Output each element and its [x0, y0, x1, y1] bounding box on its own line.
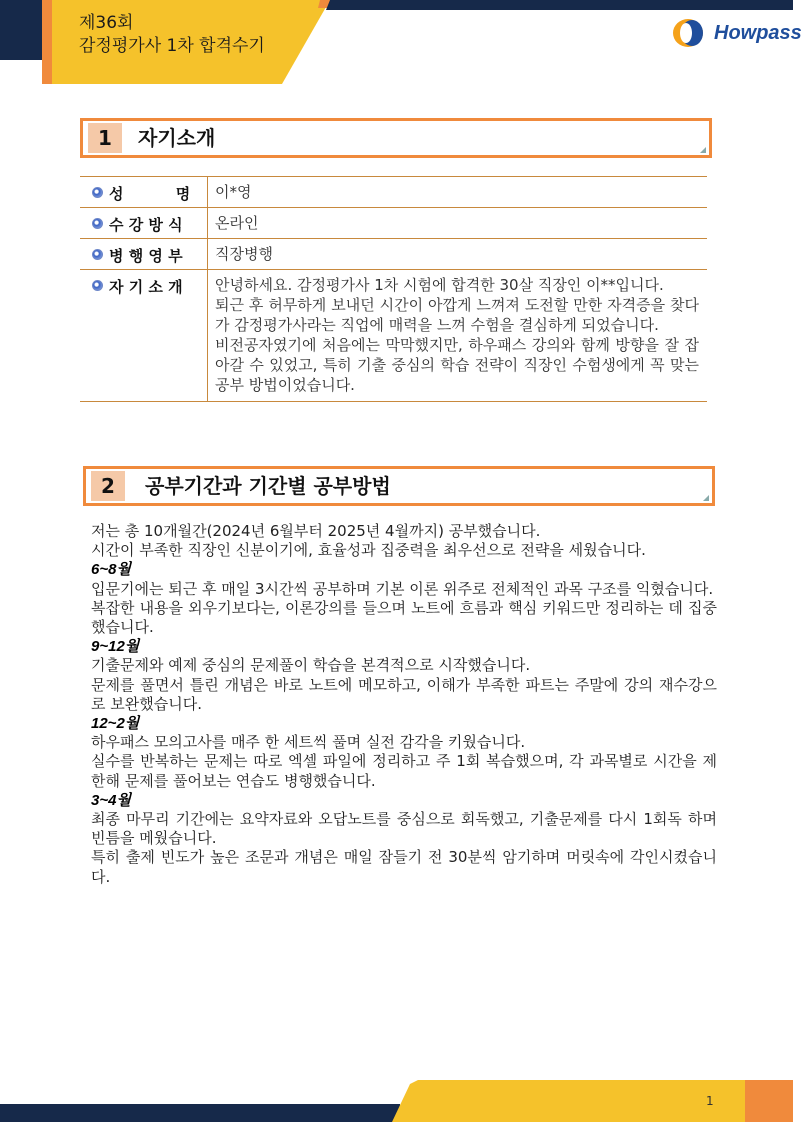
study-method-body — [91, 522, 717, 887]
body-paragraph: 실수를 반복하는 문제는 따로 엑셀 파일에 정리하고 주 1회 복습했으며, 각 과목별로 시간을 제한해 문제를 풀어보는 연습도 병행했습니다. — [91, 752, 717, 790]
body-paragraph: 기출문제와 예제 중심의 문제풀이 학습을 본격적으로 시작했습니다. — [91, 656, 531, 675]
body-paragraph: 입문기에는 퇴근 후 매일 3시간씩 공부하며 기본 이론 위주로 전체적인 과목 구조를 익혔습니다. — [91, 579, 714, 598]
profile-value: 온라인 — [215, 214, 259, 232]
section-title: 자기소개 — [138, 126, 216, 150]
profile-row-name — [80, 177, 707, 208]
title-line1: 제36회 — [79, 13, 134, 33]
section-number: 1 — [88, 123, 122, 153]
intro-paragraph: 비전공자였기에 처음에는 막막했지만, 하우패스 강의와 함께 방향을 잘 잡아갈 수 있었고, 특히 기출 중심의 학습 전략이 직장인 수험생에게 꼭 맞는 공부 방법이었습니다. — [215, 336, 699, 394]
body-paragraph: 복잡한 내용을 외우기보다는, 이론강의를 들으며 노트에 흐름과 핵심 키워드만 정리하는 데 집중했습니다. — [91, 598, 717, 637]
profile-table — [80, 176, 707, 402]
section-header-1 — [80, 118, 712, 158]
page-header — [0, 0, 802, 84]
bullet-icon — [92, 280, 103, 291]
logo-mark-icon — [672, 18, 708, 48]
bullet-icon — [92, 187, 103, 198]
profile-label: 성 명 — [109, 185, 191, 203]
body-paragraph: 최종 마무리 기간에는 요약자료와 오답노트를 중심으로 회독했고, 기출문제를 다시 1회독 하며 빈틈을 메웠습니다. — [91, 810, 717, 848]
page-footer — [0, 1080, 793, 1122]
profile-label: 수 강 방 식 — [109, 216, 183, 234]
corner-mark-icon — [700, 147, 706, 153]
section-title: 공부기간과 기간별 공부방법 — [145, 474, 391, 498]
document-title — [79, 12, 265, 58]
section-header-2 — [83, 466, 715, 506]
profile-row-course — [80, 208, 707, 239]
profile-value: 직장병행 — [215, 245, 273, 263]
body-paragraph: 시간이 부족한 직장인 신분이기에, 효율성과 집중력을 최우선으로 전략을 세웠습니다. — [91, 541, 646, 560]
bullet-icon — [92, 218, 103, 229]
footer-banner — [0, 1080, 793, 1122]
title-line2: 감정평가사 1차 합격수기 — [79, 36, 265, 56]
profile-value — [208, 270, 707, 401]
section-number: 2 — [91, 471, 125, 501]
corner-mark-icon — [703, 495, 709, 501]
period-heading: 9~12월 — [91, 638, 140, 656]
period-heading: 12~2월 — [91, 715, 140, 733]
bullet-icon — [92, 249, 103, 260]
intro-paragraph: 안녕하세요. 감정평가사 1차 시험에 합격한 30살 직장인 이**입니다. — [215, 276, 664, 294]
intro-paragraph: 퇴근 후 허무하게 보내던 시간이 아깝게 느껴져 도전할 만한 자격증을 찾다가 감정평가사라는 직업에 매력을 느껴 수험을 결심하게 되었습니다. — [215, 296, 699, 334]
body-paragraph: 특히 출제 빈도가 높은 조문과 개념은 매일 잠들기 전 30분씩 암기하며 머릿속에 각인시켰습니다. — [91, 848, 717, 886]
profile-label: 병 행 영 부 — [109, 247, 183, 265]
profile-label: 자 기 소 개 — [109, 278, 183, 296]
body-paragraph: 하우패스 모의고사를 매주 한 세트씩 풀며 실전 감각을 키웠습니다. — [91, 733, 526, 752]
profile-row-concurrent — [80, 239, 707, 270]
body-paragraph: 문제를 풀면서 틀린 개념은 바로 노트에 메모하고, 이해가 부족한 파트는 주말에 강의 재수강으로 보완했습니다. — [91, 675, 717, 713]
period-heading: 6~8월 — [91, 561, 131, 579]
howpass-logo — [672, 18, 802, 48]
page-number: 1 — [706, 1094, 714, 1108]
body-paragraph: 저는 총 10개월간(2024년 6월부터 2025년 4월까지) 공부했습니다. — [91, 522, 541, 540]
profile-value: 이*영 — [215, 183, 252, 201]
profile-row-intro — [80, 270, 707, 402]
period-heading: 3~4월 — [91, 791, 131, 809]
logo-text: Howpass — [714, 21, 802, 44]
